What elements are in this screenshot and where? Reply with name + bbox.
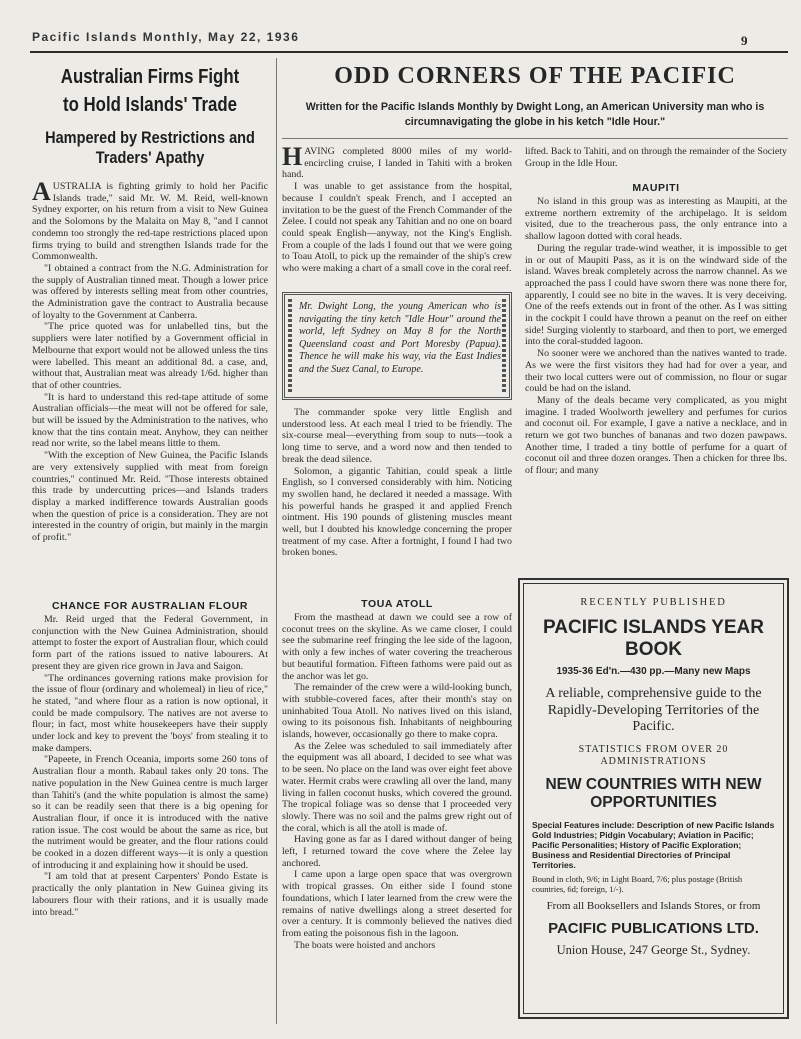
- ad-edition: 1935-36 Ed'n.—430 pp.—Many new Maps: [556, 666, 751, 677]
- left-article-subhead: Hampered by Restrictions and Traders' Apathy: [45, 129, 255, 167]
- lead-paragraph: [32, 177, 268, 263]
- body-paragraph: No island in this group was as interesting as Maupiti, at the extreme northern extremity of the archipelago. It is seldom visited, due to the treacherous pass, the only entrance into a shallow lagoon dotted with coral heads.: [525, 196, 787, 243]
- body-paragraph: "The ordinances governing rations make provision for the issue of flour (ordinary and wholemeal) in lieu of rice," he stated, "and where flour as a ration is now optional, it could be made compulsory. The natives are not averse to flour; in fact, most white housekeepers have their supply under lock and key to prevent the 'boys' from stealing it to make dampers.: [32, 672, 268, 754]
- ad-pricing: Bound in cloth, 9/6; in Light Board, 7/6; plus postage (British countries, 6d; foreign, 1/-).: [532, 873, 743, 894]
- body-paragraph: During the regular trade-wind weather, it is impossible to get in or out of Maupiti Pass, as it is on the windward side of the island. Waves break completely across the narrow channel. As we approached the pass I could have sworn there was none there for, apparently, I could see no bite in the waves. It is very deceiving. One of the reefs extends out in front of the other. As I was sitting in the cockpit I could have thrown a peanut on the reef on either side! Surging violently to starboard, and then to port, we emerged into the coral-studded lagoon.: [525, 242, 787, 348]
- body-paragraph: I came upon a large open space that was overgrown with tropical grasses. On either side I found stone foundations, which I later learned from the crew were the remains of native dwellings along a street deserted for over a century. It is commonly believed the natives died from eating the poisonous fish in the lagoon.: [282, 869, 512, 939]
- deck-rule: [282, 138, 788, 139]
- editor-note-text: Mr. Dwight Long, the young American who is navigating the tiny ketch "Idle Hour" around the world, left Sydney on May 8 for the North Queensland coast and Port Moresby (Papua). Thence he will make his way, via the East Indies and the Suez Canal, to Europe.: [299, 301, 501, 375]
- body-paragraph: Having gone as far as I dared without danger of being left, I returned toward the cove where the Zelee lay anchored.: [282, 834, 512, 869]
- right-col1-body: [282, 407, 512, 559]
- ad-recently-published: RECENTLY PUBLISHED: [580, 597, 727, 608]
- body-paragraph: I was unable to get assistance from the hospital, because I couldn't speak French, and I accepted an invitation to be the guest of the French Commander of the Zelee. I could not speak any Tahitian and no one on board could speak English—anyway, not the King's English. From a couple of the lads I found out that we were going to Toau Atoll, to pick up the remainder of the ship's crew who were making a chart of a small cove in the coral reef.: [282, 181, 512, 275]
- ad-description: A reliable, comprehensive guide to the Rapidly-Developing Territories of the Pacific.: [545, 686, 762, 734]
- page-number: 9: [741, 33, 748, 48]
- body-paragraph: No sooner were we anchored than the natives wanted to trade. As we were the first visitors they had had for over a year, and their two local cutters were out of commission, no flour or sugar could be had on the island.: [525, 348, 787, 395]
- left-article-headline: Australian Firms Fight to Hold Islands' Trade: [60, 65, 240, 116]
- right-col2-body: [525, 196, 787, 477]
- body-paragraph: "I obtained a contract from the N.G. Administration for the supply of Australian tinned meat. Though a lower price was offered by interests selling meat from other countries, the Administration gave the contract to Australia because of loyalty to the Government at Canberra.: [32, 262, 268, 321]
- advertisement-inner-frame: [523, 583, 784, 1014]
- body-paragraph: The boats were hoisted and anchors: [294, 939, 436, 951]
- left-article-body-2: [32, 614, 268, 918]
- right-article-title: ODD CORNERS OF THE PACIFIC: [334, 63, 736, 89]
- body-paragraph: "The price quoted was for unlabelled tins, but the suppliers were later notified by a Government official in Melbourne that export would not be allowed unless the tins were labelled. This meant an additional 8d. a case, and, without that, Australian meat was already 1/6d. higher than that of other countries.: [32, 321, 268, 391]
- body-paragraph: The commander spoke very little English and understood less. At each meal I tried to be friendly. The six-course meal—everything from soup to nuts—took a long time to serve, and a word now and then tended to break the dead silence.: [282, 407, 512, 465]
- ad-publisher: PACIFIC PUBLICATIONS LTD.: [548, 919, 759, 937]
- yearbook-advertisement: [518, 578, 789, 1019]
- body-paragraph: From the masthead at dawn we could see a row of coconut trees on the skyline. As we came closer, I could see the submarine reef fringing the lee side of the lagoon, with only a few inches of water covering the treacherous but beautiful formation. Fifteen fathoms were paid out as the anchor was let go.: [282, 612, 512, 682]
- body-paragraph: lifted. Back to Tahiti, and on through the remainder of the Society Group in the Idle Hour.: [525, 146, 787, 169]
- right-article-deck: Written for the Pacific Islands Monthly by Dwight Long, an American University man who is circumnavigating the globe in his ketch "Idle Hour.": [305, 101, 765, 128]
- ad-title: PACIFIC ISLANDS YEAR BOOK: [543, 617, 764, 660]
- body-paragraph: The remainder of the crew were a wild-looking bunch, with stubble-covered faces, after their month's stay on uninhabited Toua Atoll. No natives lived on this island, owing to its poisonous fish. Inhabitants of neighbouring islands, however, occasionally go there to make copra.: [282, 682, 512, 741]
- ad-new-countries: NEW COUNTRIES WITH NEW OPPORTUNITIES: [545, 775, 762, 811]
- section-heading-toua: TOUA ATOLL: [361, 598, 433, 610]
- intro-paragraph: HAVING completed 8000 miles of my world-encircling cruise, I landed in Tahiti with a broken hand.: [282, 142, 512, 181]
- body-paragraph: Many of the deals became very complicated, as you might imagine. I traded Woolworth jewellery and perfumes for curios and coconut oil. For example, I gave a native a necklace, and in return we got two bunches of bananas and two dozen pawpaws. Another time, I traded a tiny bottle of perfume for a quart of coconut oil and three dozen oranges. Then a chicken for three lbs. of flour; and many: [525, 394, 787, 477]
- chain-border-right: [502, 299, 506, 393]
- body-paragraph: Solomon, a gigantic Tahitian, could speak a little English, so I conversed considerably with him. Noticing my swollen hand, he declared it needed a massage. With his powerful hands he grasped it and applied French ointment. His 190 pounds of glistening muscles meant well, but I doubted his knowledge concerning the proper treatment of my case. After a fortnight, I found I had two broken bones.: [282, 465, 512, 559]
- ad-availability: From all Booksellers and Islands Stores, or from: [546, 899, 761, 912]
- body-paragraph: "With the exception of New Guinea, the Pacific Islands are very extensively supplied with meat from foreign countries," continued Mr. Reid. "Those interests obtained this trade by undercutting prices—and Islands traders display a marked indifference towards Australian goods when the question of price is a consideration. They are not interested in the country of origin, but mainly in the margin of profit.": [32, 450, 268, 544]
- body-paragraph: "It is hard to understand this red-tape attitude of some Australian officials—the meat will not be offered for sale, but will be issued by the Administration to the natives, who know that the tins contain meat. Anyhow, they can neither read nor write, so the label means little to them.: [32, 391, 268, 450]
- masthead-title: Pacific Islands Monthly, May 22, 1936: [32, 30, 300, 44]
- drop-cap: A: [32, 177, 51, 206]
- right-col2-intro: [525, 146, 787, 169]
- ad-features: Special Features include: Description of new Pacific Islands Gold Industries; Pidgin Vocabulary; Aviation in Pacific; Pacific Personalities; History of Pacific Exploration; Business and Residential Directories of Principal Territories.: [532, 819, 775, 870]
- body-paragraph: As the Zelee was scheduled to sail immediately after the equipment was all aboard, I decided to see what was to be seen. No place on the land was over eight feet above water. Hermit crabs were crawling all over the land, many living in fallen coconut husks, which covered the ground. The tropical foliage was so dense that I proceeded very slowly. There was no soil and the palms grew right out of the coral, which is all the atoll is made of.: [282, 740, 512, 834]
- body-paragraph: "I am told that at present Carpenters' Pondo Estate is practically the only plantation in New Guinea giving its labourers flour with their rations, and it is usually made into bread.": [32, 871, 268, 918]
- ad-statistics: STATISTICS FROM OVER 20 ADMINISTRATIONS: [578, 743, 729, 767]
- right-col1-body-2: [282, 612, 512, 951]
- lead-text: USTRALIA is fighting grimly to hold her Pacific Islands trade," said Mr. W. M. Reid, well-known Sydney exporter, on his return from a visit to New Guinea and the Solomons by the Malaita on May 8, "and I cannot condemn too strongly the red-tape restrictions placed upon firms trying to build and strengthen Islands trade for the Commonwealth.: [32, 181, 268, 263]
- ad-address: Union House, 247 George St., Sydney.: [556, 942, 751, 957]
- editor-note-box: [282, 292, 512, 400]
- right-col1-intro: [282, 142, 512, 275]
- masthead-rule: [30, 51, 788, 53]
- section-heading-maupiti: MAUPITI: [632, 182, 680, 194]
- body-paragraph: "Papeete, in French Oceania, imports some 260 tons of Australian flour a month. Rabaul takes only 20 tons. The native population in the New Guinea centre is much larger than Tahiti's (and the white population is almost the same) so it can be readily seen that there is a big opening for Australian flour, if once it is introduced with the native ration issue. The cost would be about the same as rice, but the nutriment would be greater, and the flour rations could be cooked in a dozen different ways—it is only a question of introducing it and explaining how it should be used.: [32, 754, 268, 871]
- column-divider-left: [276, 58, 277, 1024]
- body-paragraph: Mr. Reid urged that the Federal Government, in conjunction with the New Guinea Administration, should attempt to foster the export of Australian flour, which could form part of the rations issued to native labourers. At present they are given rice grown in Java and Saigon.: [32, 614, 268, 672]
- chain-border-left: [288, 299, 292, 393]
- left-article-body: [32, 177, 268, 544]
- section-heading-flour: CHANCE FOR AUSTRALIAN FLOUR: [51, 600, 249, 612]
- drop-cap: H: [282, 142, 303, 171]
